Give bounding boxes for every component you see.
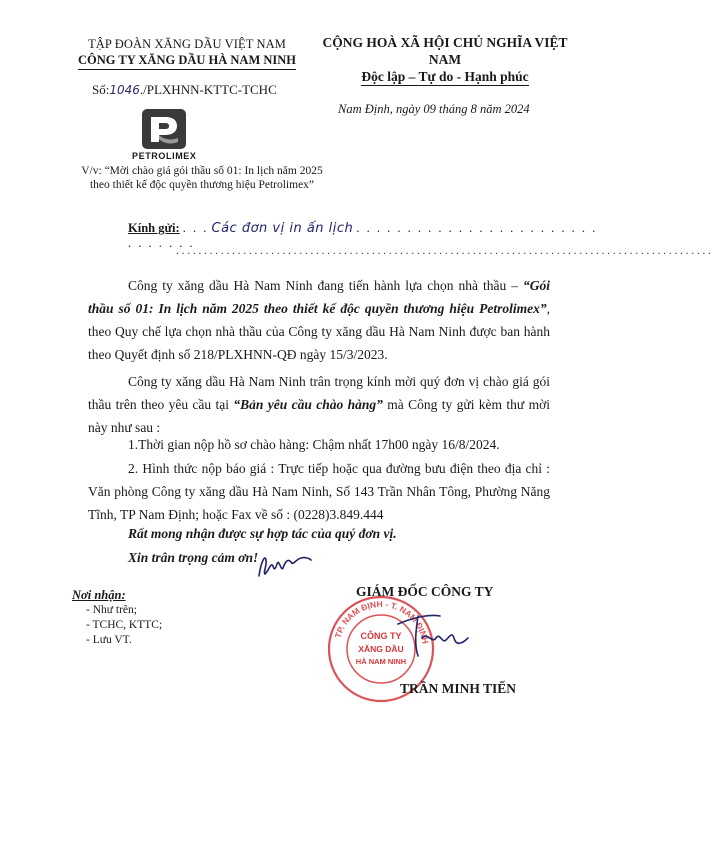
- parent-group-name: TẬP ĐOÀN XĂNG DẦU VIỆT NAM: [88, 37, 286, 51]
- recipient-lead-dots: . . .: [182, 221, 209, 235]
- closing-thanks: Xin trân trọng cảm ơn!: [128, 550, 259, 565]
- company-name: CÔNG TY XĂNG DẦU HÀ NAM NINH: [78, 52, 296, 70]
- national-header: [305, 34, 585, 86]
- seal-line-1: CÔNG TY: [360, 631, 402, 641]
- receiver-item: - Như trên;: [86, 604, 137, 616]
- nation-title: CỘNG HOÀ XÃ HỘI CHỦ NGHĨA VIỆT NAM: [322, 35, 568, 67]
- document-number: [92, 82, 277, 98]
- receiver-item: - Lưu VT.: [86, 634, 132, 646]
- para2-request-doc: “Bản yêu cầu chào hàng”: [233, 397, 383, 412]
- date-place: Nam Định, ngày 09 tháng 8 năm 2024: [338, 102, 530, 116]
- receivers-list: [86, 603, 162, 648]
- paragraph-invitation: [88, 370, 550, 439]
- subject-line: [62, 164, 342, 192]
- subject-line-1: V/v: “Mời chào giá gói thầu số 01: In lịch năm 2025: [81, 165, 323, 177]
- doc-number-suffix: ./PLXHNN-KTTC-TCHC: [139, 82, 277, 97]
- seal-line-2: XĂNG DẦU: [358, 644, 404, 654]
- recipient-second-line: ................................................................................................: [176, 243, 714, 257]
- initials-signature: [255, 548, 315, 587]
- seal-ring-text: TP. NAM ĐỊNH - T. NAM ĐỊNH: [332, 598, 431, 645]
- doc-number-prefix: Số:: [92, 82, 110, 97]
- national-motto: Độc lập – Tự do - Hạnh phúc: [361, 69, 529, 84]
- para1-text-c: , theo Quy chế lựa chọn nhà thầu của Công ty xăng dầu Hà Nam Ninh được ban hành theo Quyết định số 218/PLXHNN-QĐ ngày 15/3/2023.: [88, 301, 550, 362]
- petrolimex-logo: [141, 108, 187, 150]
- closing-cooperation: Rất mong nhận được sự hợp tác của quý đơn vị.: [128, 526, 397, 541]
- item-deadline: 1.Thời gian nộp hồ sơ chào hàng: Chậm nhất 17h00 ngày 16/8/2024.: [128, 437, 500, 452]
- para2-text-a: Công ty xăng dầu Hà Nam Ninh trân trọng kính mời quý đơn vị chào giá gói thầu trên theo yêu cầu tại: [88, 374, 550, 412]
- signer-title: GIÁM ĐỐC CÔNG TY: [356, 584, 494, 599]
- issuer-block: [72, 36, 302, 70]
- signer-name: TRẦN MINH TIẾN: [400, 681, 517, 696]
- director-signature: [392, 604, 472, 669]
- seal-line-3: HÀ NAM NINH: [355, 657, 407, 666]
- subject-line-2: theo thiết kế độc quyền thương hiệu Petrolimex”: [89, 179, 315, 191]
- receivers-title: Nơi nhận:: [72, 588, 126, 602]
- recipient-label: Kính gửi:: [128, 221, 180, 235]
- logo-wordmark: PETROLIMEX: [132, 151, 197, 161]
- item-submission: 2. Hình thức nộp báo giá : Trực tiếp hoặc qua đường bưu điện theo địa chỉ : Văn phòng Công ty xăng dầu Hà Nam Ninh, Số 143 Trần Nhân Tông, Phường Năng Tĩnh, TP Nam Định; hoặc Fax về số : (0228)3.849.444: [88, 461, 550, 522]
- recipient-handwritten: Các đơn vị in ấn lịch: [211, 221, 354, 236]
- doc-number-handwritten: 1046: [109, 83, 140, 97]
- para1-package-name: “Gói thầu số 01: In lịch năm 2025 theo thiết kế độc quyền thương hiệu Petrolimex”: [88, 278, 550, 316]
- paragraph-intro: [88, 274, 550, 366]
- para1-text-a: Công ty xăng dầu Hà Nam Ninh đang tiến hành lựa chọn nhà thầu –: [128, 278, 523, 293]
- para2-text-c: mà Công ty gửi kèm thư mời này như sau :: [88, 397, 550, 435]
- recipient-trail-dots: . . . . . . . . . . . . . . . . . . . . . . . . . . . . . . .: [128, 221, 598, 250]
- receiver-item: - TCHC, KTTC;: [86, 619, 163, 631]
